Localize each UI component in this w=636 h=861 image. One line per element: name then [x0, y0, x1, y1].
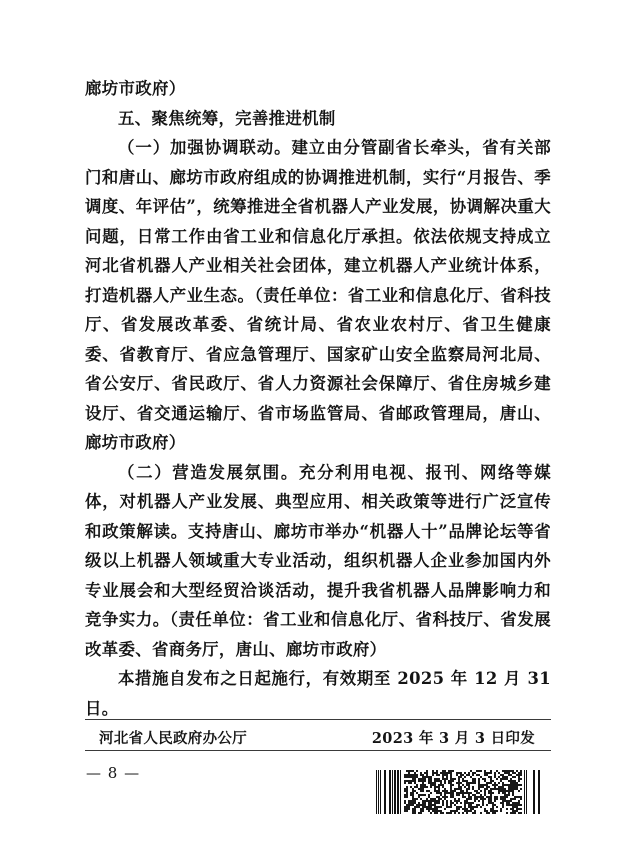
footer-issuer: 河北省人民政府办公厅: [99, 730, 247, 747]
document-body: [85, 74, 551, 723]
paragraph-atmosphere: （二）营造发展氛围。充分利用电视、报刊、网络等媒体，对机器人产业发展、典型应用、相关政策等进行广泛宣传和政策解读。支持唐山、廊坊市举办“机器人十”品牌论坛等省级以上机器人领域重大专业活动，组织机器人企业参加国内外专业展会和大型经贸洽谈活动，提升我省机器人品牌影响力和竞争实力。（责任单位：省工业和信息化厅、省科技厅、省发展改革委、省商务厅，唐山、廊坊市政府）: [85, 462, 551, 659]
paragraph-coordination: （一）加强协调联动。建立由分管副省长牵头，省有关部门和唐山、廊坊市政府组成的协调推进机制，实行“月报告、季调度、年评估”，统筹推进全省机器人产业发展，协调解决重大问题，日常工作由省工业和信息化厅承担。依法依规支持成立河北省机器人产业相关社会团体，建立机器人产业统计体系，打造机器人产业生态。（责任单位：省工业和信息化厅、省科技厅、省发展改革委、省统计局、省农业农村厅、省卫生健康委、省教育厅、省应急管理厅、国家矿山安全监察局河北局、省公安厅、省民政厅、省人力资源社会保障厅、省住房城乡建设厅、省交通运输厅、省市场监管局、省邮政管理局，唐山、廊坊市政府）: [85, 138, 551, 452]
footer-top-rule: [85, 719, 551, 720]
footer-print-date: 2023 年 3 月 3 日印发: [371, 730, 535, 747]
footer-bottom-rule: [85, 750, 551, 751]
continuation-line: 廊坊市政府）: [85, 79, 186, 98]
barcode-icon: [376, 770, 550, 814]
paragraph-effective-date: 本措施自发布之日起施行，有效期至 2025 年 12 月 31 日。: [85, 669, 551, 718]
section-heading: 五、聚焦统筹，完善推进机制: [118, 108, 336, 128]
page-number: — 8 —: [86, 764, 141, 782]
